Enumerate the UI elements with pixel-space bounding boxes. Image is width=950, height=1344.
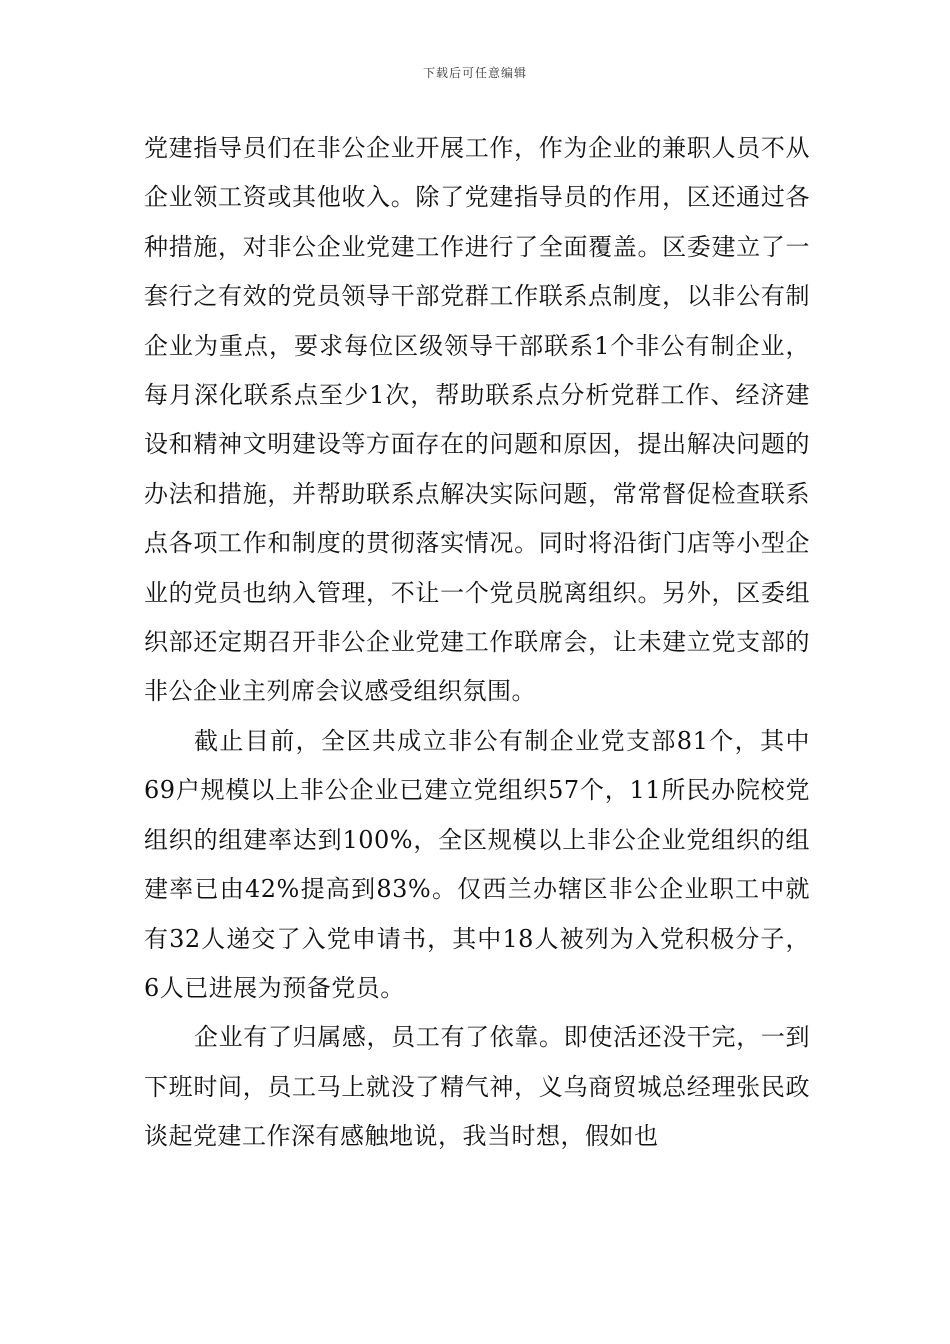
paragraph: 党建指导员们在非公企业开展工作，作为企业的兼职人员不从企业领工资或其他收入。除了党建指导员的作用，区还通过各种措施，对非公企业党建工作进行了全面覆盖。区委建立了一套行之有效的党员领导干部党群工作联系点制度，以非公有制企业为重点，要求每位区级领导干部联系1个非公有制企业，每月深化联系点至少1次，帮助联系点分析党群工作、经济建设和精神文明建设等方面存在的问题和原因，提出解决问题的办法和措施，并帮助联系点解决实际问题，常常督促检查联系点各项工作和制度的贯彻落实情况。同时将沿街门店等小型企业的党员也纳入管理，不让一个党员脱离组织。另外，区委组织部还定期召开非公企业党建工作联席会，让未建立党支部的非公企业主列席会议感受组织氛围。 bbox=[144, 134, 810, 706]
paragraph: 截止目前，全区共成立非公有制企业党支部81个，其中69户规模以上非公企业已建立党组织57个，11所民办院校党组织的组建率达到100%，全区规模以上非公企业党组织的组建率已由42%提高到83%。仅西兰办辖区非公企业职工中就有32人递交了入党申请书，其中18人被列为入党积极分子，6人已进展为预备党员。 bbox=[144, 726, 810, 1002]
document-body bbox=[144, 124, 810, 1162]
page-header: 下载后可任意编辑 bbox=[422, 66, 527, 80]
paragraph: 企业有了归属感，员工有了依靠。即使活还没干完，一到下班时间，员工马上就没了精气神，义乌商贸城总经理张民政谈起党建工作深有感触地说，我当时想，假如也 bbox=[144, 1023, 810, 1151]
